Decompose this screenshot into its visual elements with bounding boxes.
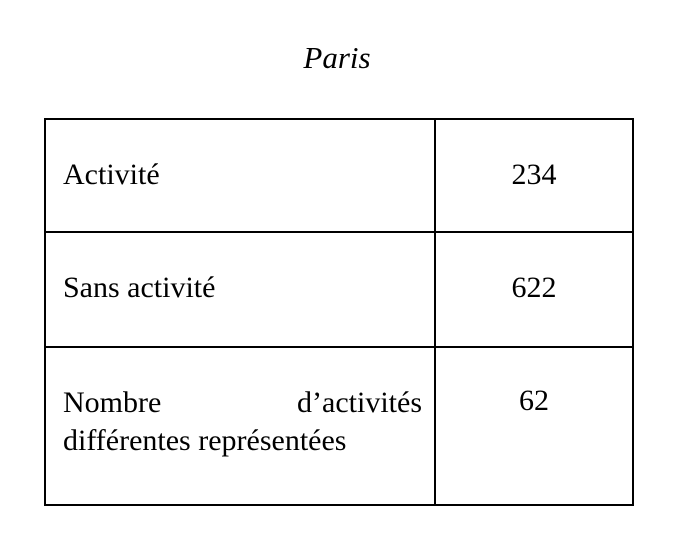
table-row bbox=[45, 347, 633, 505]
row-value-cell bbox=[435, 119, 633, 232]
row-label: Activité bbox=[63, 158, 160, 191]
data-table bbox=[44, 118, 634, 506]
table-row bbox=[45, 232, 633, 347]
row-label-cell bbox=[45, 119, 435, 232]
row-value: 622 bbox=[511, 271, 557, 304]
row-label: Sans activité bbox=[63, 271, 216, 304]
table-row bbox=[45, 119, 633, 232]
document-title: Paris bbox=[303, 40, 371, 75]
row-value-cell bbox=[435, 232, 633, 347]
row-value-cell bbox=[435, 347, 633, 505]
row-label-cell bbox=[45, 232, 435, 347]
row-label-cell bbox=[45, 347, 435, 505]
row-label: Nombre d’activités différentes représentées bbox=[63, 386, 422, 457]
row-value: 62 bbox=[519, 384, 549, 417]
row-value: 234 bbox=[511, 158, 557, 191]
